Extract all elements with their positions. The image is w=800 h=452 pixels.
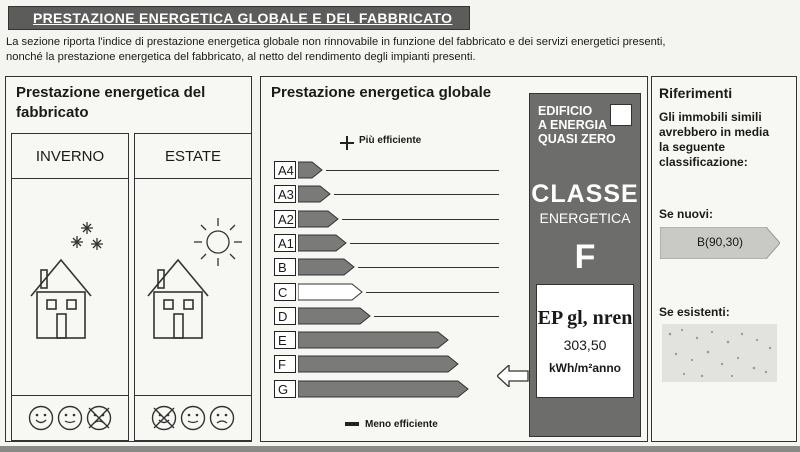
energy-class-arrow xyxy=(298,184,332,204)
smiley-neutral-icon xyxy=(57,405,83,431)
leader-line xyxy=(342,219,499,220)
energy-class-label: A3 xyxy=(274,185,296,203)
energetica-label: ENERGETICA xyxy=(539,210,631,226)
riferimenti-title: Riferimenti xyxy=(659,85,733,101)
energy-class-arrow xyxy=(298,354,460,374)
ep-label: EP gl, nren xyxy=(537,307,633,329)
current-class-pointer-icon xyxy=(497,365,529,387)
bottom-separator xyxy=(0,446,800,452)
energy-class-arrow xyxy=(298,209,340,229)
title-line-2: fabbricato xyxy=(16,104,89,121)
intro-line-1: La sezione riporta l'indice di prestazione energetica globale non rinnovabile in funzione del fabbricato e dei servizi energetici presenti, xyxy=(6,36,666,48)
intro-text xyxy=(6,35,796,65)
plus-icon xyxy=(340,136,354,150)
energy-class-label: B xyxy=(274,258,296,276)
energy-class-label: A4 xyxy=(274,161,296,179)
leader-line xyxy=(326,170,499,171)
leader-line xyxy=(358,267,499,268)
smiley-sad-crossed-icon xyxy=(86,405,112,431)
energy-class-badge xyxy=(529,93,641,437)
winter-rating xyxy=(12,395,128,440)
energy-class-arrow xyxy=(298,282,364,302)
energy-class-arrow xyxy=(298,330,450,350)
ep-unit: kWh/m²anno xyxy=(549,361,621,375)
riferimenti-text-3: la seguente xyxy=(659,140,726,154)
panel-riferimenti xyxy=(651,76,797,442)
ep-box xyxy=(536,284,634,398)
panel-fabbricato-title xyxy=(16,83,205,123)
riferimenti-text-1: Gli immobili simili xyxy=(659,110,762,124)
leader-line xyxy=(366,292,499,293)
ep-value: 303,50 xyxy=(563,337,607,353)
panel-globale xyxy=(260,76,648,442)
section-banner xyxy=(8,6,470,30)
intro-line-2: nonché la prestazione energetica del fabbricato, al netto del rendimento degli impianti presenti. xyxy=(6,51,476,63)
less-efficient-label: Meno efficiente xyxy=(365,419,438,430)
summer-rating xyxy=(135,395,251,440)
winter-house-icon xyxy=(17,214,123,344)
new-class-value: B(90,30) xyxy=(696,235,744,249)
class-letter: F xyxy=(574,238,596,276)
summer-label: ESTATE xyxy=(135,134,251,179)
riferimenti-text-4: classificazione: xyxy=(659,155,748,169)
summer-column xyxy=(134,133,252,441)
energy-class-label: G xyxy=(274,380,296,398)
energy-class-arrow xyxy=(298,306,372,326)
leader-line xyxy=(374,316,499,317)
snowflake-icon xyxy=(71,222,103,250)
energy-class-label: A2 xyxy=(274,210,296,228)
smiley-neutral-icon xyxy=(180,405,206,431)
minus-icon xyxy=(345,421,359,427)
existing-class-graphic xyxy=(662,324,777,382)
energy-class-arrow xyxy=(298,233,348,253)
smiley-happy-icon xyxy=(28,405,54,431)
nzeb-line-1: EDIFICIO xyxy=(538,104,593,118)
energy-class-label: A1 xyxy=(274,234,296,252)
leader-line xyxy=(334,194,499,195)
panel-fabbricato xyxy=(5,76,252,442)
winter-label: INVERNO xyxy=(12,134,128,179)
energy-class-label: E xyxy=(274,331,296,349)
section-title: PRESTAZIONE ENERGETICA GLOBALE E DEL FABBRICATO xyxy=(33,10,453,26)
more-efficient-label: Più efficiente xyxy=(359,135,422,146)
title-line-1: Prestazione energetica del xyxy=(16,84,206,101)
energy-class-arrow xyxy=(298,160,324,180)
nzeb-line-3: QUASI ZERO xyxy=(538,132,616,146)
smiley-happy-crossed-icon xyxy=(151,405,177,431)
leader-line xyxy=(350,243,499,244)
nzeb-line-2: A ENERGIA xyxy=(538,118,607,132)
panel-globale-title: Prestazione energetica globale xyxy=(271,84,492,101)
nzeb-label xyxy=(538,104,616,146)
winter-column xyxy=(11,133,129,441)
energy-class-label: C xyxy=(274,283,296,301)
sun-icon xyxy=(194,218,242,266)
existing-label: Se esistenti: xyxy=(659,305,730,319)
nzeb-checkbox xyxy=(610,104,632,126)
riferimenti-text-2: avrebbero in media xyxy=(659,125,770,139)
new-label: Se nuovi: xyxy=(659,207,714,221)
energy-class-label: D xyxy=(274,307,296,325)
summer-house-icon xyxy=(140,214,246,344)
smiley-sad-icon xyxy=(209,405,235,431)
classe-label: CLASSE xyxy=(531,180,639,208)
energy-class-arrow xyxy=(298,379,470,399)
energy-class-label: F xyxy=(274,355,296,373)
energy-class-arrow xyxy=(298,257,356,277)
